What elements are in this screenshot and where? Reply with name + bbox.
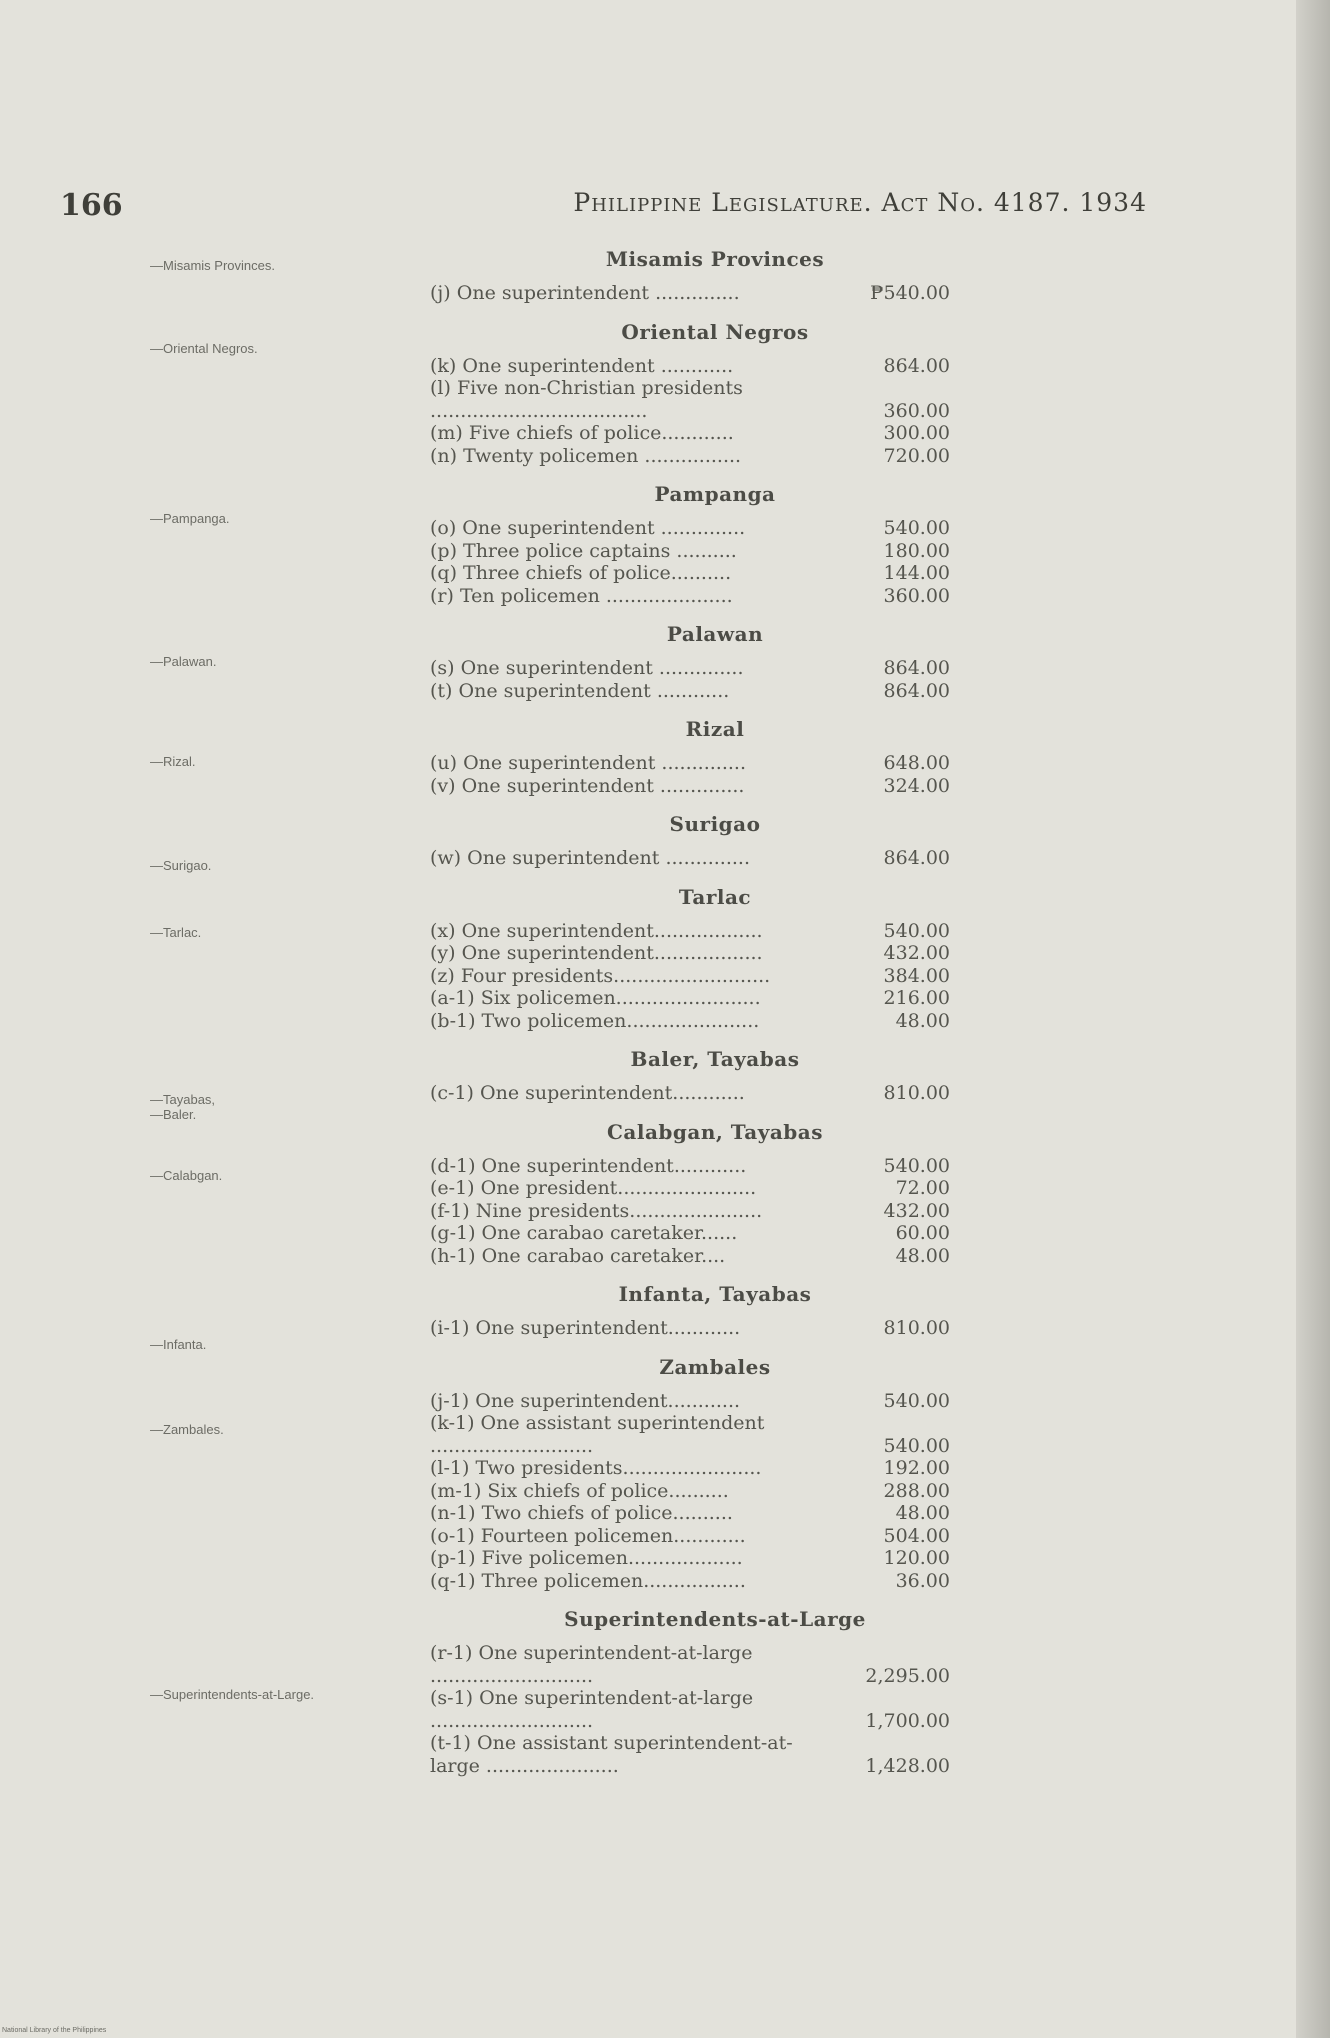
section — [430, 481, 970, 621]
line-item-label: (e-1) One president....................... — [430, 1177, 757, 1199]
line-item-amount: 540.00 — [883, 1434, 950, 1457]
line-item-amount: 216.00 — [883, 987, 950, 1009]
footer-note: National Library of the Philippines — [2, 2027, 107, 2034]
line-item-label: (p-1) Five policemen................... — [430, 1547, 743, 1569]
section — [430, 1119, 970, 1282]
line-item-amount: 540.00 — [883, 1389, 950, 1412]
line-item-label: (y) One superintendent.................. — [430, 942, 763, 964]
line-item-amount: 360.00 — [883, 399, 950, 422]
line-item-amount: 810.00 — [883, 1082, 950, 1104]
line-item-label: (m-1) Six chiefs of police.......... — [430, 1479, 729, 1502]
line-item-amount: 120.00 — [883, 1547, 950, 1569]
line-item-amount: 48.00 — [895, 1009, 950, 1032]
section-heading: Palawan — [666, 622, 764, 646]
section-heading: Calabgan, Tayabas — [606, 1119, 824, 1144]
line-item-label: (f-1) Nine presidents...................... — [430, 1199, 763, 1222]
line-item-label: (a-1) Six policemen........................ — [430, 987, 761, 1009]
line-item-amount: 864.00 — [883, 354, 950, 377]
line-item-amount: 864.00 — [883, 847, 950, 869]
line-item-amount: 540.00 — [883, 919, 950, 942]
line-item — [430, 1390, 970, 1413]
line-item — [430, 282, 970, 305]
line-item — [430, 680, 970, 703]
line-item-label: (w) One superintendent .............. — [430, 847, 751, 869]
line-item-amount: ₱540.00 — [870, 282, 950, 304]
line-item-label: (h-1) One carabao caretaker.... — [430, 1244, 726, 1267]
line-item — [430, 1732, 970, 1777]
line-item — [430, 1457, 970, 1480]
line-item — [430, 1155, 970, 1178]
section-heading: Surigao — [669, 812, 761, 836]
line-item-label: (d-1) One superintendent............ — [430, 1154, 747, 1177]
line-item-label: (n-1) Two chiefs of police.......... — [430, 1502, 733, 1524]
margin-note: —Rizal. — [150, 754, 196, 769]
line-item — [430, 1570, 970, 1593]
line-item — [430, 355, 970, 378]
page-number: 166 — [60, 188, 123, 223]
line-item-label: (l) Five non-Christian presidents .................................... — [430, 377, 743, 422]
line-item-label: (v) One superintendent .............. — [430, 774, 745, 797]
line-item — [430, 1547, 970, 1570]
section-heading: Rizal — [685, 717, 745, 741]
section — [430, 319, 970, 482]
line-item — [430, 1082, 970, 1105]
section-heading: Tarlac — [678, 884, 752, 909]
margin-note: —Superintendents-at-Large. — [150, 1687, 315, 1702]
line-item-label: (r-1) One superintendent-at-large ........................... — [430, 1642, 753, 1687]
line-item-label: (u) One superintendent .............. — [430, 752, 746, 774]
line-item-label: (n) Twenty policemen ................ — [430, 444, 742, 467]
line-item — [430, 1010, 970, 1033]
line-item-amount: 810.00 — [883, 1317, 950, 1339]
line-item — [430, 1412, 970, 1457]
margin-note: —Oriental Negros. — [150, 341, 258, 356]
line-item-amount: 720.00 — [883, 444, 950, 467]
line-item-label: (z) Four presidents.......................... — [430, 964, 771, 987]
line-item-amount: 144.00 — [883, 562, 950, 584]
section-heading: Superintendents-at-Large — [564, 1607, 866, 1631]
section — [430, 621, 970, 716]
line-item — [430, 775, 970, 798]
margin-note: —Infanta. — [150, 1337, 207, 1352]
line-item — [430, 1245, 970, 1268]
line-item-amount: 2,295.00 — [865, 1664, 950, 1687]
margin-note: —Misamis Provinces. — [150, 258, 275, 273]
line-item — [430, 657, 970, 680]
line-item-label: (k) One superintendent ............ — [430, 354, 734, 377]
line-item-label: (o-1) Fourteen policemen............ — [430, 1524, 746, 1547]
section-heading: Baler, Tayabas — [630, 1047, 800, 1071]
line-item-label: (q) Three chiefs of police.......... — [430, 562, 732, 584]
section-heading: Zambales — [659, 1354, 771, 1379]
appropriation-list — [430, 246, 970, 1791]
line-item-amount: 540.00 — [883, 517, 950, 539]
section — [430, 1354, 970, 1607]
line-item-label: (s-1) One superintendent-at-large ........................... — [430, 1687, 754, 1732]
line-item-amount: 504.00 — [883, 1524, 950, 1547]
line-item-label: (j-1) One superintendent............ — [430, 1389, 741, 1412]
section — [430, 1046, 970, 1119]
line-item-label: (i-1) One superintendent............ — [430, 1317, 741, 1339]
line-item-amount: 300.00 — [883, 422, 950, 444]
line-item — [430, 422, 970, 445]
line-item-label: (b-1) Two policemen...................... — [430, 1009, 760, 1032]
line-item-label: (x) One superintendent.................. — [430, 919, 763, 942]
line-item — [430, 1642, 970, 1687]
line-item — [430, 1177, 970, 1200]
line-item — [430, 445, 970, 468]
line-item-amount: 192.00 — [883, 1457, 950, 1479]
line-item-label: (o) One superintendent .............. — [430, 517, 746, 539]
line-item — [430, 942, 970, 965]
margin-note: —Tayabas, —Baler. — [150, 1092, 216, 1122]
line-item-label: (s) One superintendent .............. — [430, 657, 744, 679]
line-item — [430, 1222, 970, 1245]
line-item — [430, 920, 970, 943]
running-head: Philippine Legislature. Act No. 4187. 1934 — [573, 188, 1147, 217]
section-heading: Pampanga — [654, 482, 776, 506]
line-item — [430, 847, 970, 870]
line-item — [430, 1480, 970, 1503]
line-item-label: (m) Five chiefs of police............ — [430, 422, 734, 444]
line-item — [430, 987, 970, 1010]
line-item-amount: 648.00 — [883, 752, 950, 774]
line-item — [430, 1687, 970, 1732]
line-item-amount: 1,700.00 — [865, 1709, 950, 1732]
line-item-label: (j) One superintendent .............. — [430, 282, 740, 304]
line-item — [430, 585, 970, 608]
margin-note: —Surigao. — [150, 858, 212, 873]
line-item-label: (t) One superintendent ............ — [430, 679, 730, 702]
section — [430, 716, 970, 811]
section — [430, 1606, 970, 1791]
margin-note: —Palawan. — [150, 654, 217, 669]
line-item — [430, 752, 970, 775]
line-item-amount: 540.00 — [883, 1154, 950, 1177]
section — [430, 246, 970, 319]
line-item — [430, 540, 970, 563]
line-item-amount: 864.00 — [883, 679, 950, 702]
line-item-amount: 1,428.00 — [865, 1754, 950, 1777]
line-item-label: (g-1) One carabao caretaker...... — [430, 1222, 738, 1244]
line-item-label: (q-1) Three policemen................. — [430, 1569, 746, 1592]
line-item — [430, 1502, 970, 1525]
line-item-amount: 360.00 — [883, 584, 950, 607]
line-item-label: (t-1) One assistant superintendent-at-large ...................... — [430, 1732, 793, 1777]
line-item — [430, 1525, 970, 1548]
line-item-amount: 48.00 — [895, 1244, 950, 1267]
line-item-amount: 864.00 — [883, 657, 950, 679]
line-item-amount: 72.00 — [895, 1177, 950, 1199]
line-item-amount: 432.00 — [883, 942, 950, 964]
section-heading: Infanta, Tayabas — [618, 1282, 812, 1306]
margin-note: —Pampanga. — [150, 511, 230, 526]
line-item-amount: 324.00 — [883, 774, 950, 797]
section — [430, 884, 970, 1047]
line-item-amount: 432.00 — [883, 1199, 950, 1222]
margin-note: —Tarlac. — [150, 925, 202, 940]
section-heading: Oriental Negros — [621, 319, 809, 344]
page-edge-shadow — [1296, 0, 1330, 2038]
line-item-amount: 180.00 — [883, 539, 950, 562]
line-item — [430, 965, 970, 988]
line-item-amount: 384.00 — [883, 964, 950, 987]
line-item-label: (r) Ten policemen ..................... — [430, 584, 733, 607]
line-item-label: (l-1) Two presidents....................... — [430, 1457, 762, 1479]
line-item-amount: 48.00 — [895, 1502, 950, 1524]
margin-note: —Calabgan. — [150, 1168, 223, 1183]
line-item-label: (p) Three police captains .......... — [430, 539, 737, 562]
line-item — [430, 1200, 970, 1223]
line-item — [430, 562, 970, 585]
line-item-label: (k-1) One assistant superintendent ........................... — [430, 1412, 765, 1457]
line-item-amount: 60.00 — [895, 1222, 950, 1244]
section — [430, 1281, 970, 1354]
page-header — [60, 188, 1147, 232]
line-item — [430, 377, 970, 422]
margin-note: —Zambales. — [150, 1422, 224, 1437]
section-heading: Misamis Provinces — [605, 247, 825, 271]
line-item-amount: 36.00 — [895, 1569, 950, 1592]
line-item-amount: 288.00 — [883, 1479, 950, 1502]
line-item-label: (c-1) One superintendent............ — [430, 1082, 745, 1104]
line-item — [430, 1317, 970, 1340]
section — [430, 811, 970, 884]
line-item — [430, 517, 970, 540]
